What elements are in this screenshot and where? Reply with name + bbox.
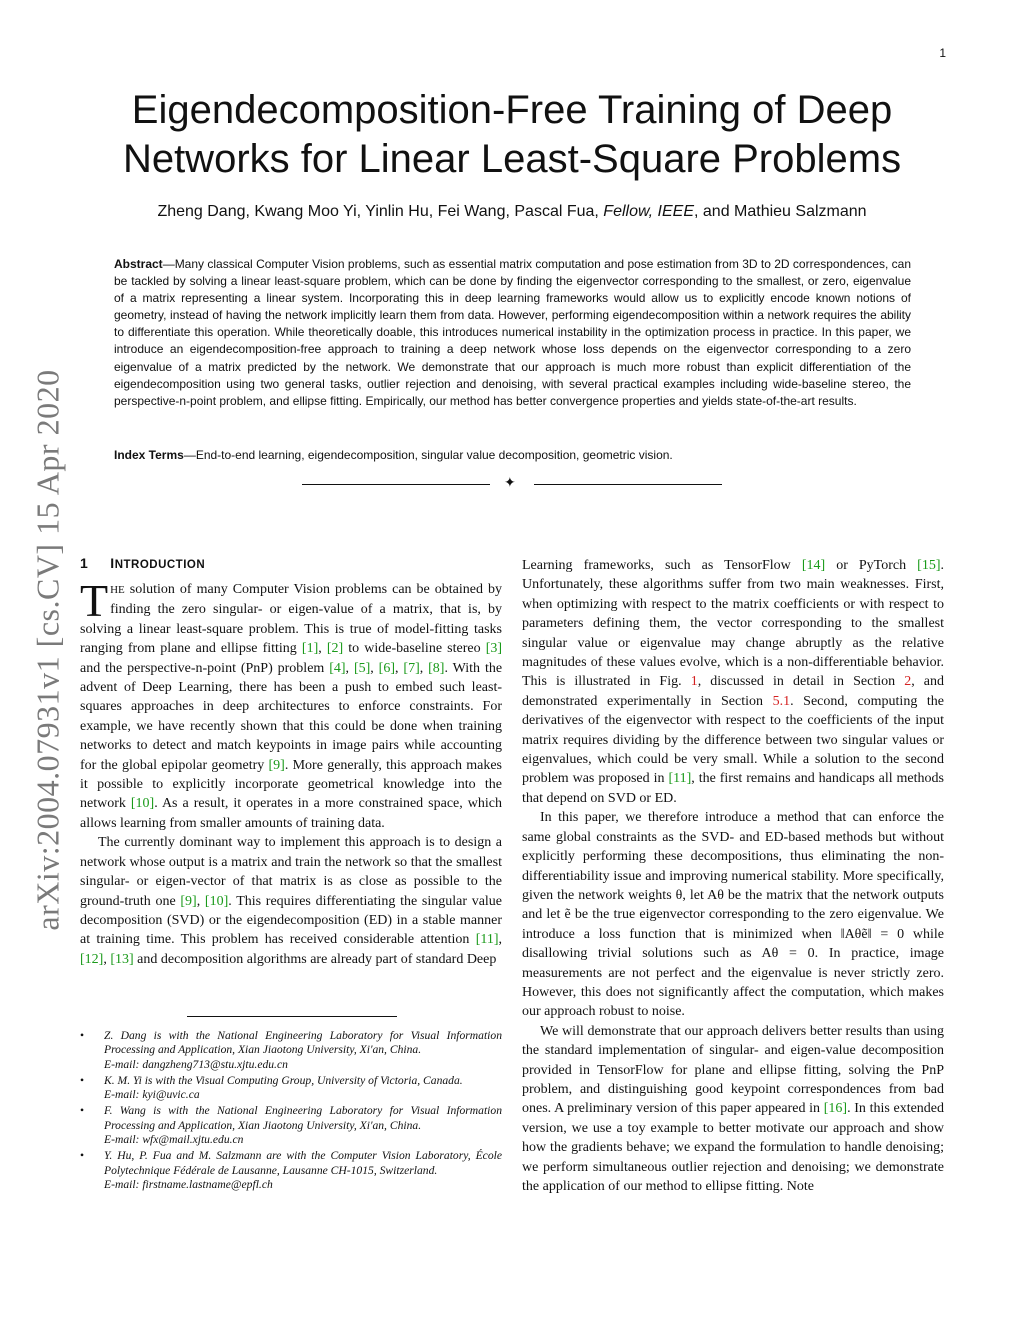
text-run: . Unfortunately, these algorithms suffer from two main weaknesses. First, when optimizing with respect to the matrix coefficients or with respect to parameters defining them, the vector corresponding to the smallest singular value or eigenvalue may change abruptly as the relative magnitudes of these values evolve, which is a non-differentiable behavior. This is illustrated in Fig. [522,558,944,690]
footnote-email: E-mail: kyi@uvic.ca [104,1088,200,1102]
text-run: , [395,660,404,676]
citation-link[interactable]: [1] [301,641,319,657]
text-run: and decomposition algorithms are already part of standard Deep [133,951,497,967]
section-number: 1 [80,555,89,571]
intro-paragraph-3 [522,556,944,808]
intro-paragraph-5 [522,1022,944,1197]
citation-link[interactable]: [13] [110,951,134,967]
authors-last: , and Mathieu Salzmann [694,203,867,220]
right-column [522,556,944,1196]
text-run: , and demonstrated experimentally in Section [522,674,944,709]
intro-paragraph-2 [80,833,502,969]
section-link[interactable]: 2 [904,674,912,690]
citation-link[interactable]: [7] [403,660,420,676]
title-line-1: Eigendecomposition-Free Training of Deep [131,88,893,132]
footnote-text: Y. Hu, P. Fua and M. Salzmann are with the Computer Vision Laboratory, École Polytechnique Fédérale de Lausanne, Lausanne CH-1015, Switzerland. [104,1149,502,1177]
affiliation-footnotes [80,1029,502,1194]
text-run: Learning frameworks, such as TensorFlow [522,558,802,573]
text-run: , [370,660,379,676]
author-list [60,201,964,223]
section-heading [80,555,205,571]
left-column [80,575,503,969]
text-run: or PyTorch [825,558,918,573]
text-run: , [103,951,111,967]
text-run: , the first remains and handicaps all methods that depend on SVD or ED. [522,771,944,806]
footnote-item [80,1074,502,1103]
citation-link[interactable]: [10] [130,796,155,812]
authors-fellow-title: Fellow, IEEE [603,203,694,220]
arxiv-id-text: arXiv:2004.07931v1 [cs.CV] 15 Apr 2020 [29,369,66,931]
citation-link[interactable]: [9] [180,893,197,909]
text-run: , [419,660,429,676]
text-run: solution of many Computer Vision problems can be obtained by finding the zero singular- or eigen-value of a matrix, that is, by solving a linear least-square problem. This is true of model-fitting tasks ranging from plane and ellipse fitting [80,582,502,657]
footnote-text: K. M. Yi is with the Visual Computing Group, University of Victoria, Canada. [104,1073,463,1087]
drop-cap-word: HE [110,584,125,596]
text-run: We will demonstrate that our approach delivers better results than using the standard implementation of singular- and eigen-value decomposition provided in TensorFlow for plane and ellipse fitting, solving the PnP problem, and distinguishing good keypoint correspondences from bad ones. A preliminary version of this paper appeared in [522,1023,944,1117]
footnote-email: E-mail: dangzheng713@stu.xjtu.edu.cn [104,1057,288,1071]
bullet-icon: • [80,1029,85,1042]
citation-link[interactable]: [14] [801,558,826,573]
divider-star-icon: ✦ [504,476,516,491]
footnote-email: E-mail: firstname.lastname@epfl.ch [104,1177,273,1191]
section-title-rest: NTRODUCTION [114,559,206,571]
section-divider [302,476,722,492]
bullet-icon: • [80,1104,85,1118]
abstract [114,256,911,410]
section-title-initial: I [110,555,115,571]
title-line-2: Networks for Linear Least-Square Problems [122,137,902,181]
page-number: 1 [939,46,946,60]
citation-link[interactable]: [8] [428,660,445,676]
citation-link[interactable]: [11] [668,771,692,787]
authors-main: Zheng Dang, Kwang Moo Yi, Yinlin Hu, Fei Wang, Pascal Fua, [157,203,604,220]
arxiv-sidebar-identifier [28,350,68,950]
footnote-email: E-mail: wfx@mail.xjtu.edu.cn [104,1133,244,1147]
abstract-label: Abstract [114,257,163,271]
text-run: , [498,932,502,948]
text-run: , discussed in detail in Section [697,674,905,690]
divider-line-right [534,484,722,485]
section-link[interactable]: 5.1 [772,693,791,709]
citation-link[interactable]: [15] [917,558,941,573]
text-run: The currently dominant way to implement this approach is to design a network whose output is a matrix and train the network so that the smallest singular- or eigen-vector of that matrix is as close as possible to the ground-truth one [80,835,502,909]
footnote-item [80,1149,502,1192]
abstract-text: —Many classical Computer Vision problems, such as essential matrix computation and pose estimation from 3D to 2D correspondences, can be tackled by solving a linear least-square problem, which can be done by finding the eigenvector corresponding to the smallest, or zero, eigenvalue of a matrix representing a linear system. Incorporating this in deep learning frameworks would allow us to explicitly encode known notions of geometry, instead of having the network implicitly learn them from data. However, performing eigendecomposition within a network requires the ability to differentiate this operation. While theoretically doable, this introduces numerical instability in the optimization process in practice. In this paper, we introduce an eigendecomposition-free approach to training a deep network whose loss depends on the eigenvector corresponding to a zero eigenvalue of a matrix predicted by the network. We demonstrate that our approach is much more robust than explicit differentiation of the eigendecomposition using two general tasks, outlier rejection and denoising, with several practical examples including wide-baseline stereo, the perspective-n-point problem, and ellipse fitting. Empirically, our method has better convergence properties and yields state-of-the-art results. [114,257,911,408]
text-run: to wide-baseline stereo [343,641,486,657]
text-run: . More generally, this approach makes it possible to explicitly incorporate geometrical knowledge into the network [80,757,502,812]
citation-link[interactable]: [3] [485,641,503,657]
text-run: , [196,893,205,909]
text-run: , [345,660,354,676]
bullet-icon: • [80,1149,85,1163]
text-run: . With the advent of Deep Learning, there has been a push to embed such least-squares approaches in deep architectures to enforce constraints. For example, we have recently shown that this could be done when training networks to detect and match keypoints in image pairs while accounting for the global epipolar geometry [80,660,503,773]
citation-link[interactable]: [16] [823,1101,848,1117]
index-terms-text: —End-to-end learning, eigendecomposition, singular value decomposition, geometric vision. [183,448,673,462]
citation-link[interactable]: [4] [329,660,346,676]
text-run: , [318,641,327,657]
text-run: . In this extended version, we use a toy example to better motivate our approach and show how the gradients behave; we expand the formulation to handle denoising; we perform simultaneous outlier rejection and denoising; we demonstrate the application of our method to ellipse fitting. Note [522,1101,945,1194]
citation-link[interactable]: [11] [475,932,499,948]
drop-cap: T [80,575,109,626]
footnote-item [80,1104,502,1147]
intro-paragraph-1 [80,575,503,833]
citation-link[interactable]: [9] [268,757,285,773]
text-run: . Second, computing the derivatives of the eigenvector with respect to the coefficients of the input matrix requires dividing by the difference between two singular values or eigenvalues, which could be very small. While a solution to the second problem was proposed in [522,693,944,787]
citation-link[interactable]: [5] [353,660,371,676]
bullet-icon: • [80,1073,85,1087]
index-terms [114,447,911,464]
divider-line-left [302,484,490,485]
text-run: . This requires differentiating the singular value decomposition (SVD) or the eigendecomposition (ED) in a stable manner at training time. This problem has received considerable attention [80,893,503,948]
text-run: and the perspective-n-point (PnP) problem [80,660,330,676]
figure-link[interactable]: 1 [690,674,698,690]
citation-link[interactable]: [2] [326,641,344,657]
text-run: . As a result, it operates in a more constrained space, which allows learning from smaller amounts of training data. [80,796,502,831]
index-terms-label: Index Terms [114,448,184,462]
citation-link[interactable]: [6] [378,660,395,676]
footnote-rule [187,1016,397,1017]
footnote-text: Z. Dang is with the National Engineering Laboratory for Visual Information Processing and Application, Xian Jiaotong University, Xi'an, China. [104,1029,502,1057]
footnote-item [80,1029,502,1072]
intro-paragraph-4: In this paper, we therefore introduce a method that can enforce the same global constraints as the SVD- and ED-based methods but without explicitly performing these decompositions, thus eliminating the non-differentiability issue and improving numerical stability. More specifically, given the network weights θ, let Aθ be the matrix that the network outputs and let ẽ be the true eigenvector corresponding to the zero eigenvalue. We introduce a loss function that is minimized when ‖Aθẽ‖ = 0 while disallowing trivial solutions such as Aθ = 0. In practice, image measurements are not perfect and the eigenvalue is never strictly zero. However, this does not significantly affect the computation, which makes our approach robust to noise. [522,810,944,1020]
footnote-text: F. Wang is with the National Engineering Laboratory for Visual Information Processing and Application, Xian Jiaotong University, Xi'an, China. [104,1104,502,1132]
paper-title [100,86,924,184]
citation-link[interactable]: [12] [80,951,104,967]
citation-link[interactable]: [10] [204,893,229,909]
